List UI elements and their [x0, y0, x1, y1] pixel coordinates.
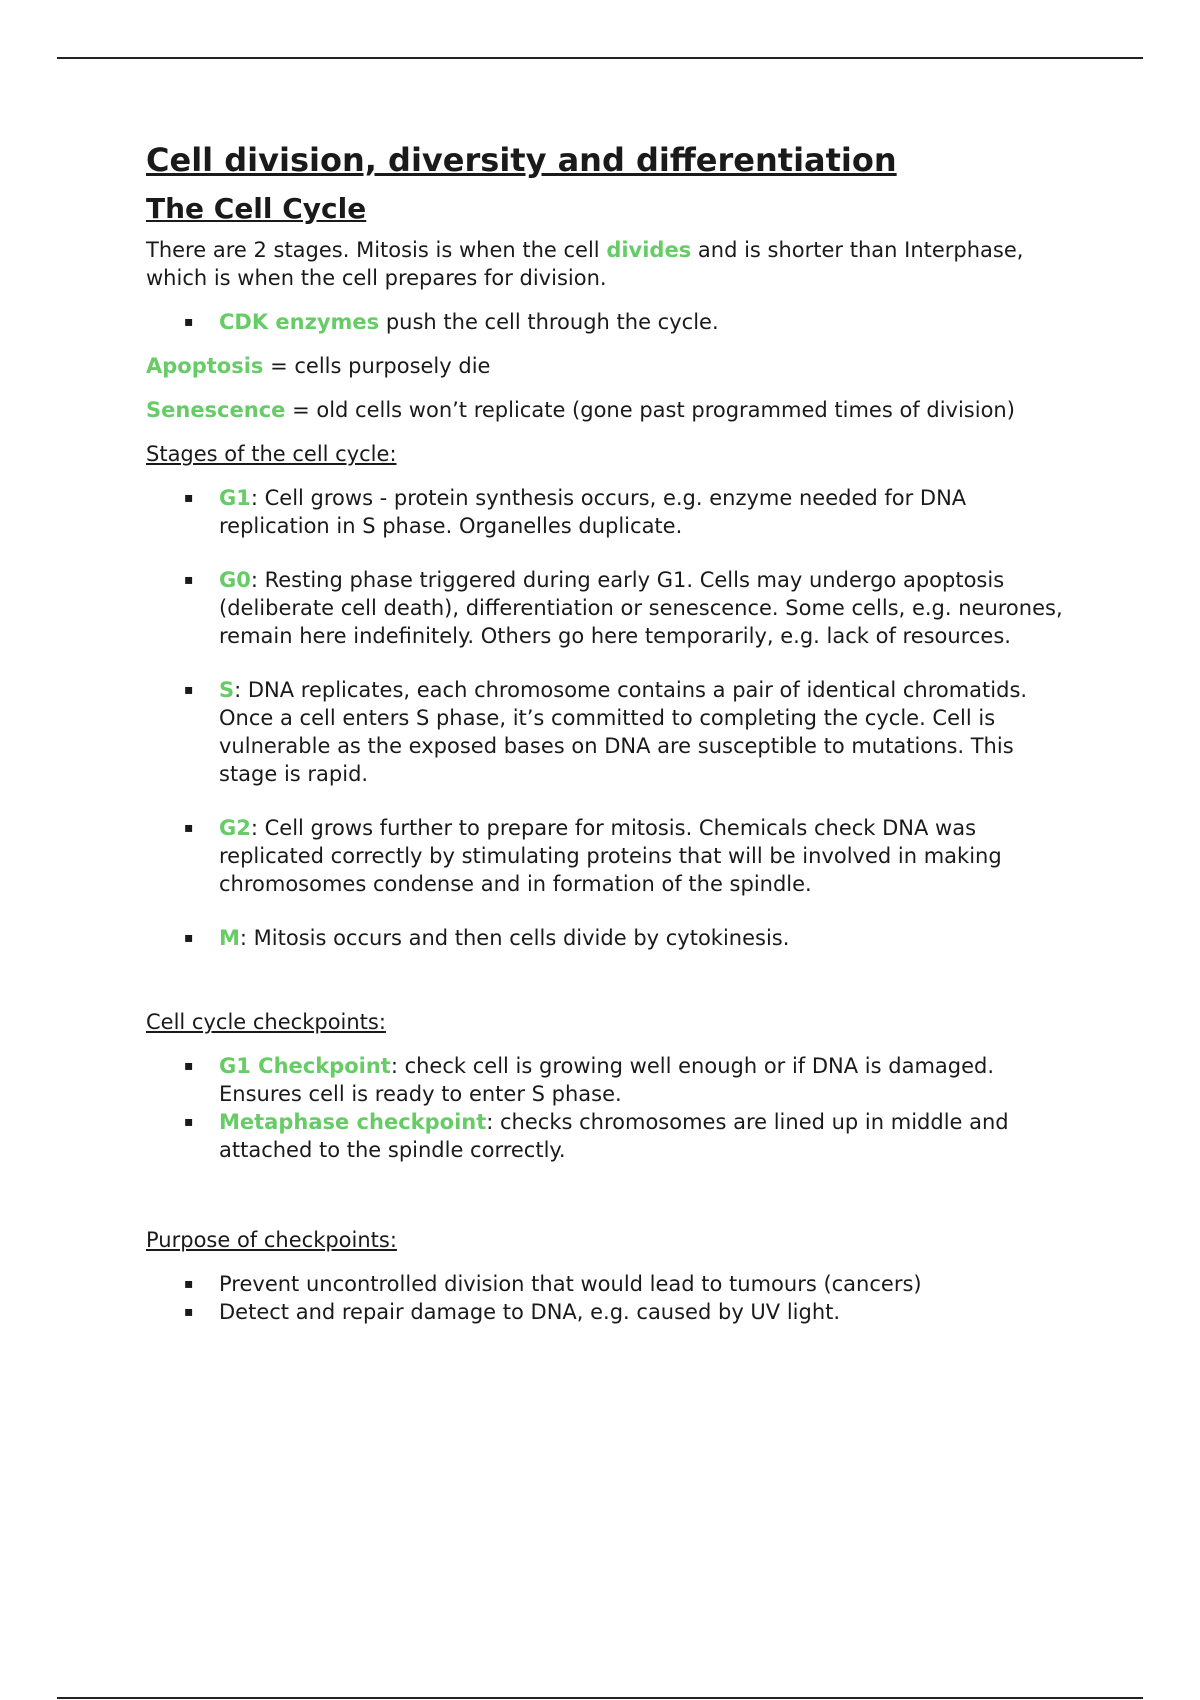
- definition: : Cell grows further to prepare for mitosis. Chemicals check DNA was replicated correctly by stimulating proteins that will be involved in making chromosomes condense and in formation of the spindle.: [219, 816, 1002, 896]
- definition: push the cell through the cycle.: [379, 310, 719, 334]
- intro-highlight: divides: [606, 238, 692, 262]
- top-rule: [57, 57, 1143, 59]
- purpose-text: Prevent uncontrolled division that would lead to tumours (cancers): [219, 1272, 922, 1296]
- bullet-icon: ▪: [184, 930, 194, 946]
- stage-item-g0: [146, 566, 1076, 650]
- purpose-item: [146, 1298, 1076, 1326]
- stage-item-g1: [146, 484, 1076, 540]
- term: Senescence: [146, 398, 286, 422]
- term: G1: [219, 486, 251, 510]
- term: Apoptosis: [146, 354, 264, 378]
- definition: : checks chromosomes are lined up in middle and attached to the spindle correctly.: [219, 1110, 1009, 1162]
- intro-text-after: and is shorter than Interphase, which is when the cell prepares for division.: [146, 238, 1024, 290]
- definition: : Mitosis occurs and then cells divide by cytokinesis.: [239, 926, 790, 950]
- term: M: [219, 926, 240, 950]
- definition: : Cell grows - protein synthesis occurs, e.g. enzyme needed for DNA replication in S phase. Organelles duplicate.: [219, 486, 967, 538]
- section-title: The Cell Cycle: [146, 192, 367, 225]
- stages-list: [146, 484, 1076, 952]
- checkpoint-item-metaphase: [146, 1108, 1076, 1164]
- term: S: [219, 678, 235, 702]
- bullet-icon: ▪: [184, 820, 194, 836]
- checkpoints-list: [146, 1052, 1076, 1164]
- bullet-icon: ▪: [184, 682, 194, 698]
- definition: : Resting phase triggered during early G1. Cells may undergo apoptosis (deliberate cell death), differentiation or senescence. Some cells, e.g. neurones, remain here indefinitely. Others go here temporarily, e.g. lack of resources.: [219, 568, 1063, 648]
- list-item: [146, 308, 1076, 336]
- intro-text-before: There are 2 stages. Mitosis is when the cell: [146, 238, 607, 262]
- bullet-icon: ▪: [184, 1304, 194, 1320]
- bottom-rule: [57, 1697, 1143, 1699]
- intro-paragraph: [146, 236, 1076, 292]
- bullet-icon: ▪: [184, 1114, 194, 1130]
- stages-heading: Stages of the cell cycle:: [146, 442, 397, 466]
- term: Metaphase checkpoint: [219, 1110, 487, 1134]
- purpose-list: [146, 1270, 1076, 1326]
- definition: = old cells won’t replicate (gone past programmed times of division): [285, 398, 1015, 422]
- bullet-icon: ▪: [184, 314, 194, 330]
- definition: : check cell is growing well enough or if DNA is damaged. Ensures cell is ready to enter S phase.: [219, 1054, 995, 1106]
- checkpoints-heading: Cell cycle checkpoints:: [146, 1010, 386, 1034]
- term: CDK enzymes: [219, 310, 380, 334]
- stage-item-m: [146, 924, 1076, 952]
- purpose-text: Detect and repair damage to DNA, e.g. caused by UV light.: [219, 1300, 841, 1324]
- checkpoint-item-g1: [146, 1052, 1076, 1108]
- purpose-item: [146, 1270, 1076, 1298]
- term: G1 Checkpoint: [219, 1054, 391, 1078]
- term: G2: [219, 816, 251, 840]
- stage-item-s: [146, 676, 1076, 788]
- apoptosis-definition: [146, 352, 1076, 380]
- bullet-icon: ▪: [184, 1058, 194, 1074]
- cdk-list: [146, 308, 1076, 336]
- bullet-icon: ▪: [184, 1276, 194, 1292]
- senescence-definition: [146, 396, 1076, 424]
- definition: = cells purposely die: [263, 354, 491, 378]
- page-title: Cell division, diversity and differentiation: [146, 141, 897, 179]
- definition: : DNA replicates, each chromosome contains a pair of identical chromatids. Once a cell enters S phase, it’s committed to completing the cycle. Cell is vulnerable as the exposed bases on DNA are susceptible to mutations. This stage is rapid.: [219, 678, 1028, 786]
- stage-item-g2: [146, 814, 1076, 898]
- document-body: [146, 140, 1076, 1326]
- bullet-icon: ▪: [184, 490, 194, 506]
- purpose-heading: Purpose of checkpoints:: [146, 1228, 397, 1252]
- bullet-icon: ▪: [184, 572, 194, 588]
- term: G0: [219, 568, 251, 592]
